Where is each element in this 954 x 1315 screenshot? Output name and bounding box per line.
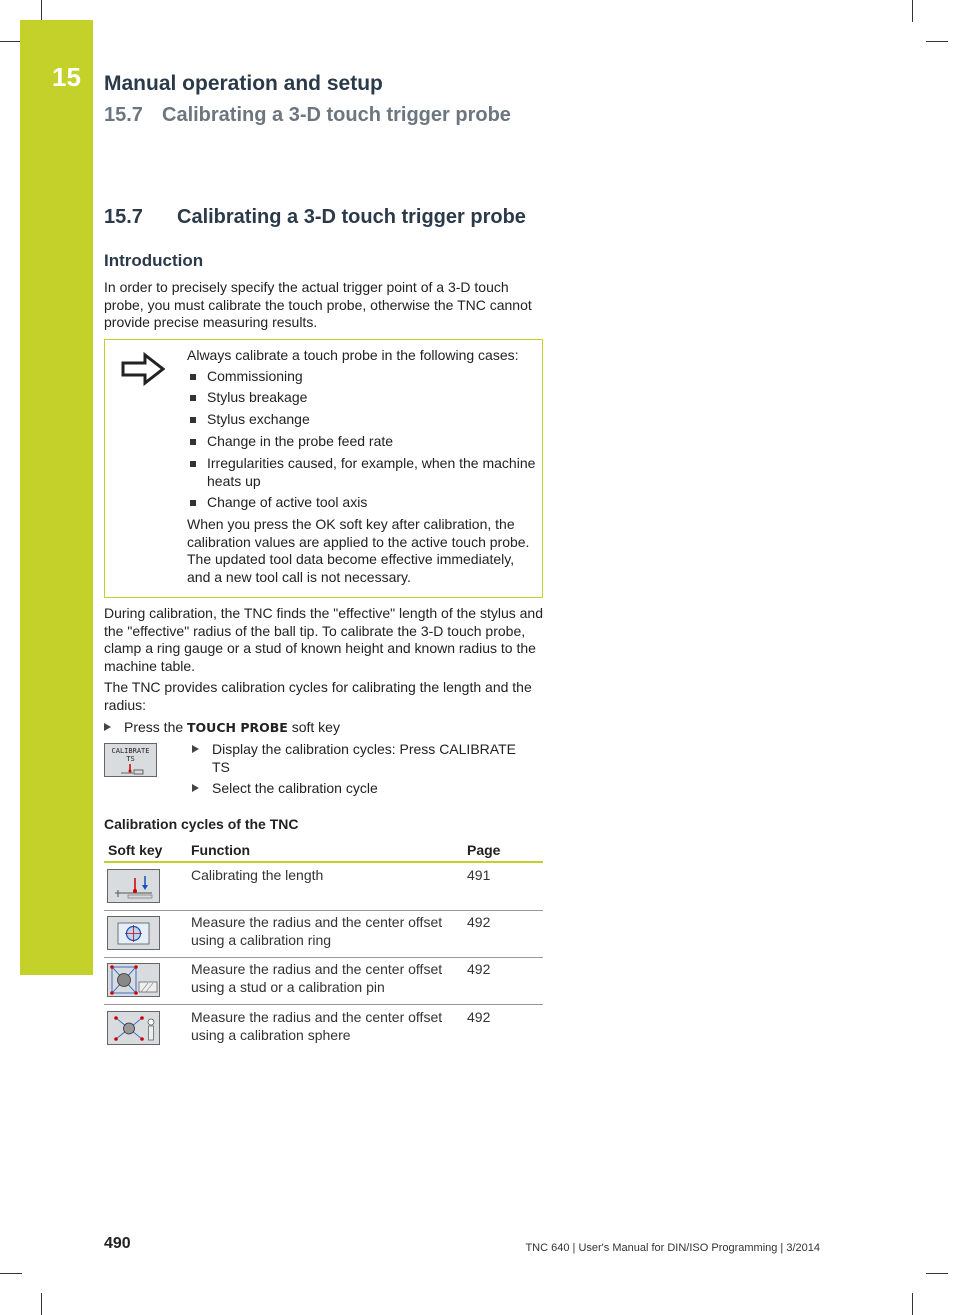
header-divider xyxy=(104,861,543,863)
chapter-title: Manual operation and setup xyxy=(104,72,383,95)
cycles-paragraph: The TNC provides calibration cycles for calibrating the length and the radius: xyxy=(104,679,532,713)
row-function: Measure the radius and the center offset using a calibration ring xyxy=(191,914,443,948)
section-number: 15.7 xyxy=(104,206,143,228)
running-section-title xyxy=(104,104,511,127)
crop-mark xyxy=(0,41,22,42)
row-function: Measure the radius and the center offset using a stud or a calibration pin xyxy=(191,961,443,995)
col-header-function: Function xyxy=(191,842,251,858)
crop-mark xyxy=(41,1293,42,1315)
step-arrow-icon xyxy=(192,784,199,792)
note-lead: Always calibrate a touch probe in the following cases: xyxy=(187,347,519,363)
calibrate-length-icon[interactable] xyxy=(107,869,160,903)
calibrate-ring-icon[interactable] xyxy=(107,916,160,950)
row-page: 491 xyxy=(467,867,491,883)
list-item: Stylus exchange xyxy=(187,411,537,429)
list-item: Commissioning xyxy=(187,368,537,386)
crop-mark xyxy=(926,1273,948,1274)
step-arrow-icon xyxy=(192,745,199,753)
row-function: Measure the radius and the center offset using a calibration sphere xyxy=(191,1009,443,1043)
footer-text: TNC 640 | User's Manual for DIN/ISO Programming | 3/2014 xyxy=(525,1242,820,1254)
probe-icon xyxy=(119,764,145,775)
calibration-paragraph: During calibration, the TNC finds the "effective" length of the stylus and the "effective" radius of the ball tip. To calibrate the 3-D touch probe, clamp a ring gauge or a stud of known height and known radius to the machine table. xyxy=(104,605,543,674)
list-item: Irregularities caused, for example, when the machine heats up xyxy=(187,455,537,490)
page-number: 490 xyxy=(104,1235,131,1252)
row-page: 492 xyxy=(467,914,491,930)
softkey-label-line1: CALIBRATE xyxy=(111,747,150,755)
calibrate-ts-softkey[interactable] xyxy=(104,743,157,777)
chapter-number: 15 xyxy=(52,62,81,92)
note-closing: When you press the OK soft key after calibration, the calibration values are applied to the active touch probe. The updated tool data become effective immediately, and a new tool call is not necessary. xyxy=(187,516,530,585)
section-title: Calibrating a 3-D touch trigger probe xyxy=(177,206,526,228)
row-divider xyxy=(104,1004,543,1005)
softkey-label-line2: TS xyxy=(126,755,135,763)
row-divider xyxy=(104,910,543,911)
section-heading xyxy=(104,206,526,229)
step-display-cycles: Display the calibration cycles: Press CALIBRATE TS xyxy=(192,741,537,776)
crop-mark xyxy=(926,41,948,42)
intro-paragraph: In order to precisely specify the actual trigger point of a 3-D touch probe, you must calibrate the touch probe, otherwise the TNC cannot provide precise measuring results. xyxy=(104,279,532,330)
col-header-softkey: Soft key xyxy=(108,842,163,858)
table-title: Calibration cycles of the TNC xyxy=(104,816,299,832)
step-arrow-icon xyxy=(104,723,111,731)
row-divider xyxy=(104,957,543,958)
list-item: Stylus breakage xyxy=(187,389,537,407)
crop-mark xyxy=(912,1293,913,1315)
note-box xyxy=(104,339,543,598)
row-page: 492 xyxy=(467,961,491,977)
col-header-page: Page xyxy=(467,842,501,858)
list-item: Change of active tool axis xyxy=(187,494,537,512)
running-section-number: 15.7 xyxy=(104,104,143,126)
list-item: Change in the probe feed rate xyxy=(187,433,537,451)
step-select-cycle: Select the calibration cycle xyxy=(192,780,537,798)
arrow-right-icon xyxy=(121,352,165,386)
row-function: Calibrating the length xyxy=(191,867,324,883)
calibrate-sphere-icon[interactable] xyxy=(107,1011,160,1045)
step-press-touch-probe: Press the TOUCH PROBE soft key xyxy=(104,719,544,737)
row-page: 492 xyxy=(467,1009,491,1025)
crop-mark xyxy=(912,0,913,22)
crop-mark xyxy=(0,1273,22,1274)
note-list xyxy=(187,368,537,512)
touch-probe-key-name: TOUCH PROBE xyxy=(187,720,288,735)
chapter-tab-bar xyxy=(20,20,93,975)
crop-mark xyxy=(41,0,42,22)
running-section-text: Calibrating a 3-D touch trigger probe xyxy=(162,104,511,126)
subheading-introduction: Introduction xyxy=(104,251,204,270)
calibrate-stud-icon[interactable] xyxy=(107,963,160,997)
note-content xyxy=(187,347,537,586)
